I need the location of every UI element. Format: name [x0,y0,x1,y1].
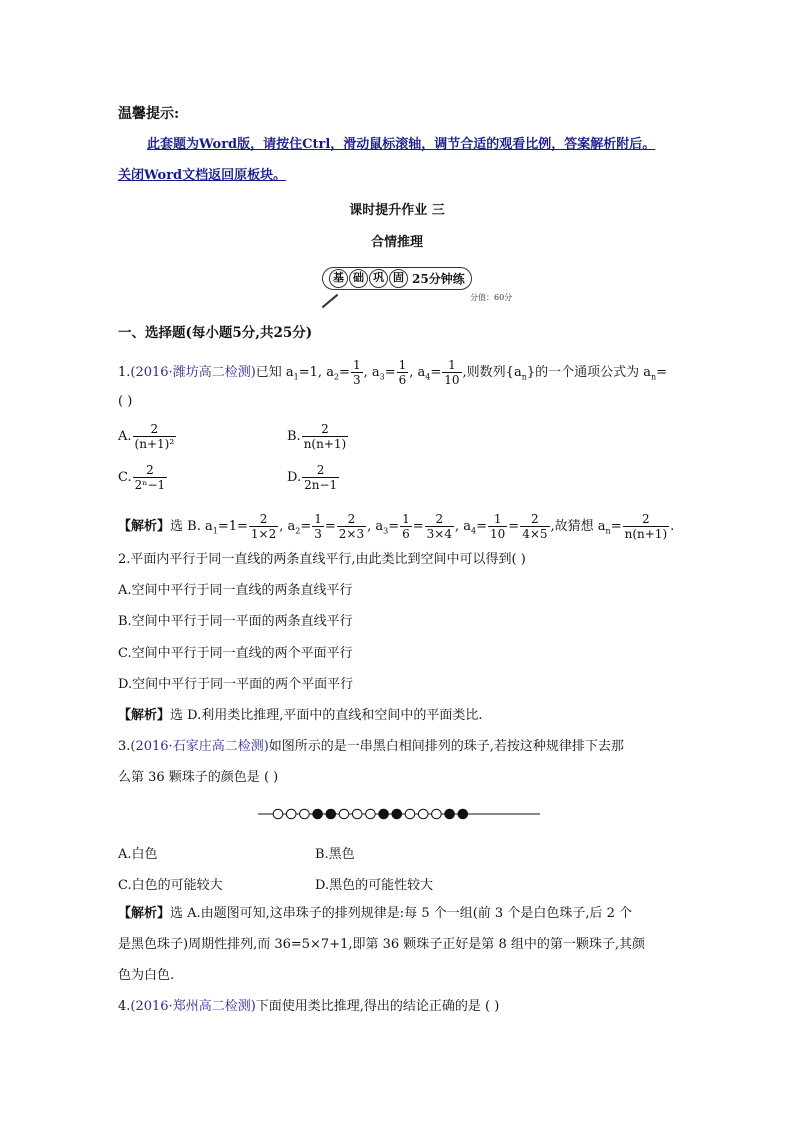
question-4-stem: 4.(2016·郑州高二检测)下面使用类比推理,得出的结论正确的是 ( ) [118,999,500,1014]
question-1-option-c: C. $\frac{2}{\text{2ⁿ−1}}$ [118,463,166,492]
question-3-analysis-line-1: 【解析】选 A.由题图可知,这串珠子的排列规律是:每 5 个一组(前 3 个是白色珠子,后 2 个 [118,906,632,921]
question-1-option-d: D. $\frac{2}{2n-1}$ [287,463,338,492]
badge-time: 25分钟练 [412,272,465,286]
black-bead [458,809,468,819]
black-bead [313,809,323,819]
white-bead [352,809,362,819]
question-3-option-c: C.白色的可能较大 [118,878,223,893]
question-1-option-b: B. $\frac{2}{n(n+1)}$ [287,422,347,451]
score-note: 分值：60分 [470,293,513,302]
tip-title: 温馨提示: [118,106,180,122]
question-3-analysis-line-2: 是黑色珠子)周期性排列,而 36=5×7+1,即第 36 颗珠子正好是第 8 组中的第一颗珠子,其颜 [118,937,645,952]
bead-string-figure [258,806,540,822]
badge-char: 巩 [369,269,388,288]
question-3-stem-line-2: 么第 36 颗珠子的颜色是 ( ) [118,770,279,785]
white-bead [273,809,283,819]
white-bead [418,809,428,819]
black-bead [392,809,402,819]
question-2-option-b: B.空间中平行于同一平面的两条直线平行 [118,614,353,629]
page-title: 课时提升作业 三 [349,203,445,218]
question-3-stem-line-1: 3.(2016·石家庄高二检测)如图所示的是一串黑白相间排列的珠子,若按这种规律排下去那 [118,739,624,754]
question-3-analysis-line-3: 色为白色. [118,968,175,983]
question-2-option-a: A.空间中平行于同一直线的两条直线平行 [118,583,353,598]
question-1-option-a: A. $\frac{2}{\text{(n+1)²}}$ [118,422,175,451]
badge-char: 基 [329,269,348,288]
badge-char: 固 [389,269,408,288]
question-3-option-d: D.黑色的可能性较大 [315,878,434,893]
white-bead [339,809,349,819]
notice-line-2: 关闭Word文档返回原板块。 [118,168,287,183]
question-source: (2016·潍坊高二检测) [130,365,256,380]
question-2-stem: 2.平面内平行于同一直线的两条直线平行,由此类比到空间中可以得到( ) [118,552,526,567]
white-bead [432,809,442,819]
question-3-option-a: A.白色 [118,847,158,862]
bead-string-svg [258,806,540,822]
white-bead [366,809,376,819]
page-subtitle: 合情推理 [370,235,423,250]
black-bead [379,809,389,819]
question-3-option-b: B.黑色 [315,847,355,862]
question-source: (2016·石家庄高二检测) [130,739,269,754]
question-2-analysis: 【解析】选 D.利用类比推理,平面中的直线和空间中的平面类比. [118,708,483,723]
question-1-analysis: 【解析】选 B. $a_1=1=$ $\frac{2}{1\times 2}$ , $a_2=$ $\frac{1}{3}$ = $\frac{2}{2\times 3}$ , $a_3=$ $\frac{1}{6}$ = $\frac{2}{3\times 4}$ , $a_4=$ $\frac{1}{10}$ = $\frac{2}{4\times 5}$ ,故猜想 $a_n=$ $\frac{2}{n(n+1)}$ . [118,512,675,541]
question-1-paren: ( ) [118,394,133,409]
section-badge [322,266,482,288]
black-bead [326,809,336,819]
black-bead [445,809,455,819]
question-2-option-c: C.空间中平行于同一直线的两个平面平行 [118,646,353,661]
notice-line-1: 此套题为Word版，请按住Ctrl，滑动鼠标滚轴，调节合适的观看比例，答案解析附后。 [147,137,656,152]
white-bead [300,809,310,819]
pencil-icon [322,293,339,307]
question-2-option-d: D.空间中平行于同一平面的两个平面平行 [118,677,354,692]
question-source: (2016·郑州高二检测) [130,999,256,1014]
white-bead [286,809,296,819]
section-heading: 一、选择题(每小题5分,共25分) [118,325,313,341]
question-1-stem: 1.(2016·潍坊高二检测)已知 $a_1=1$, $a_2=$ $\frac{1}{3}$ , $a_3=$ $\frac{1}{6}$ , $a_4=$ $\frac{1}{10}$ ,则数列$\{a_n\}$的一个通项公式为 $a_n=$ [118,358,668,387]
badge-char: 础 [349,269,368,288]
white-bead [405,809,415,819]
